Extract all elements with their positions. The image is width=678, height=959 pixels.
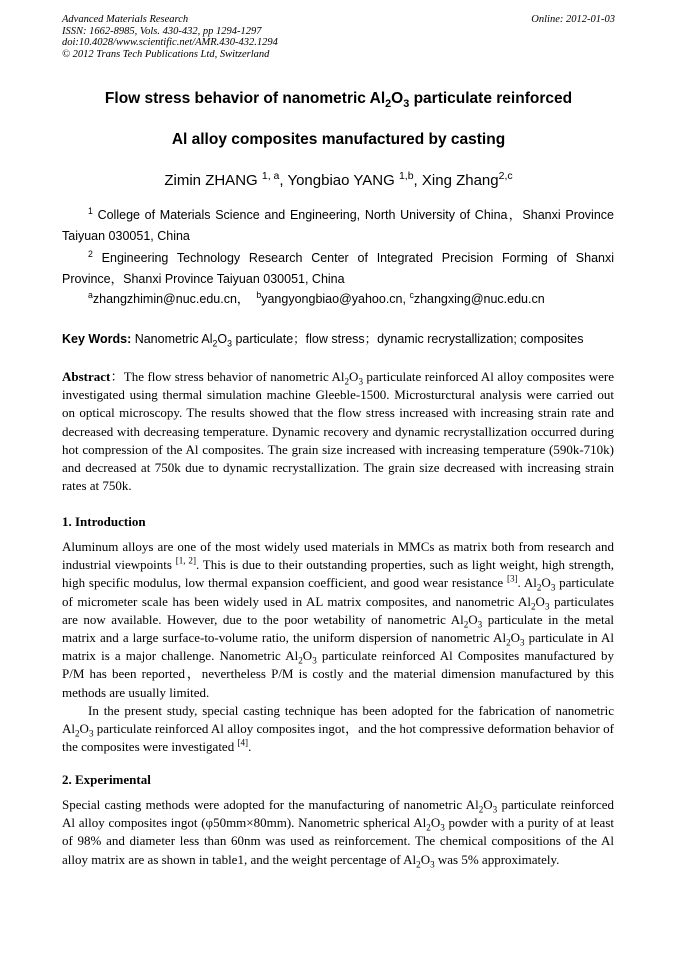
keywords: Key Words: Nanometric $Al_2O_3$ particulate；flow stress；dynamic recrystallization; composites <box>62 332 584 349</box>
author-list: Zimin ZHANG $^{1, a}$, Yongbiao YANG $^{1,b}$, Xing Zhang$^{2,c}$ <box>164 170 513 189</box>
intro-paragraph-2: In the present study, special casting technique has been adopted for the fabrication of nanometric $Al_2O_3$ particulate reinforced Al alloy composites ingot，and the hot compressive deformation behavior of the composites were investigated [4]. <box>62 702 614 755</box>
intro-paragraph-1: Aluminum alloys are one of the most widely used materials in MMCs as matrix both from research and industrial viewpoints [1, 2]. This is due to their outstanding properties, such as light weight, high strength, high specific modulus, low thermal expansion coefficient, and good wear resistance [3]. $Al_2O_3$ particulate of micrometer scale has been widely used in AL matrix composites, and nanometric $Al_2O_3$ particulates are now available. However, due to the poor wetability of nanometric $Al_2O_3$ particulate in the metal matrix and a large surface-to-volume ratio, the uniform dispersion of nanometric $Al_2O_3$ particulate in Al matrix is a major challenge. Nanometric $Al_2O_3$ particulate reinforced Al Composites manufactured by P/M has been reported，nevertheless P/M is costly and the material dimension manufactured by this methods are usually limited. <box>62 539 614 700</box>
running-header <box>62 14 615 60</box>
experimental-body: Special casting methods were adopted for the manufacturing of nanometric $Al_2O_3$ particulate reinforced Al alloy composites ingot (φ50mm×80mm). Nanometric spherical $Al_2O_3$ powder with a purity of at least of 98% and diameter less than 60nm was used as reinforcement. The chemical compositions of the Al alloy matrix are as shown in table1, and the weight percentage of $Al_2O_3$ was 5% approximately. <box>62 797 614 870</box>
issn-line: ISSN: 1662-8985, Vols. 430-432, pp 1294-1297 <box>62 25 262 37</box>
abstract: Abstract：The flow stress behavior of nanometric $Al_2O_3$ particulate reinforced Al alloy composites were investigated using thermal simulation machine Gleeble-1500. Microsturctural analysis were carried out on optical microscopy. The results showed that the flow stress increased with increasing strain rate and decreased with decreasing temperature. Dynamic recovery and dynamic recrystallization occurred during hot compression of the Al composites. The grain size increased with increasing temperature (590k-710k) and decreased at 750k due to dynamic recrystallization. The grain size decreased with increasing strain rates at 750k. <box>62 369 614 494</box>
email-address: yangyongbiao@yahoo.cn, <box>261 292 410 306</box>
abstract-label: Abstract <box>62 369 111 384</box>
author-emails: $^a$zhangzhimin@nuc.edu.cn， $^b$yangyongbiao@yahoo.cn, $^c$zhangxing@nuc.edu.cn <box>88 289 545 306</box>
author-name: Zimin ZHANG <box>164 172 262 189</box>
affiliation-2: $^2$ Engineering Technology Research Center of Integrated Precision Forming of Shanxi Province，Shanxi Province Taiyuan 030051, China <box>62 248 614 286</box>
section-heading-introduction: 1. Introduction <box>62 514 146 529</box>
affiliation-1: $^1$ College of Materials Science and Engineering, North University of China，Shanxi Province Taiyuan 030051, China <box>62 205 614 243</box>
doi-line: doi:10.4028/www.scientific.net/AMR.430-432.1294 <box>62 37 278 48</box>
online-date: Online: 2012-01-03 <box>531 14 615 25</box>
section-heading-experimental: 2. Experimental <box>62 772 151 787</box>
keywords-label: Key Words: <box>62 332 132 346</box>
author-name: Yongbiao YANG <box>287 172 399 189</box>
email-address: zhangzhimin@nuc.edu.cn， <box>92 292 250 306</box>
author-name: Xing Zhang <box>421 172 499 189</box>
introduction-body <box>62 538 614 756</box>
email-address: zhangxing@nuc.edu.cn <box>413 292 545 306</box>
paper-title-line-2: Al alloy composites manufactured by casting <box>171 131 506 148</box>
paper-title-line-1: Flow stress behavior of nanometric $Al_2O_3$ particulate reinforced <box>104 90 573 111</box>
copyright-line: © 2012 Trans Tech Publications Ltd, Switzerland <box>62 48 270 60</box>
journal-name: Advanced Materials Research <box>62 14 189 25</box>
